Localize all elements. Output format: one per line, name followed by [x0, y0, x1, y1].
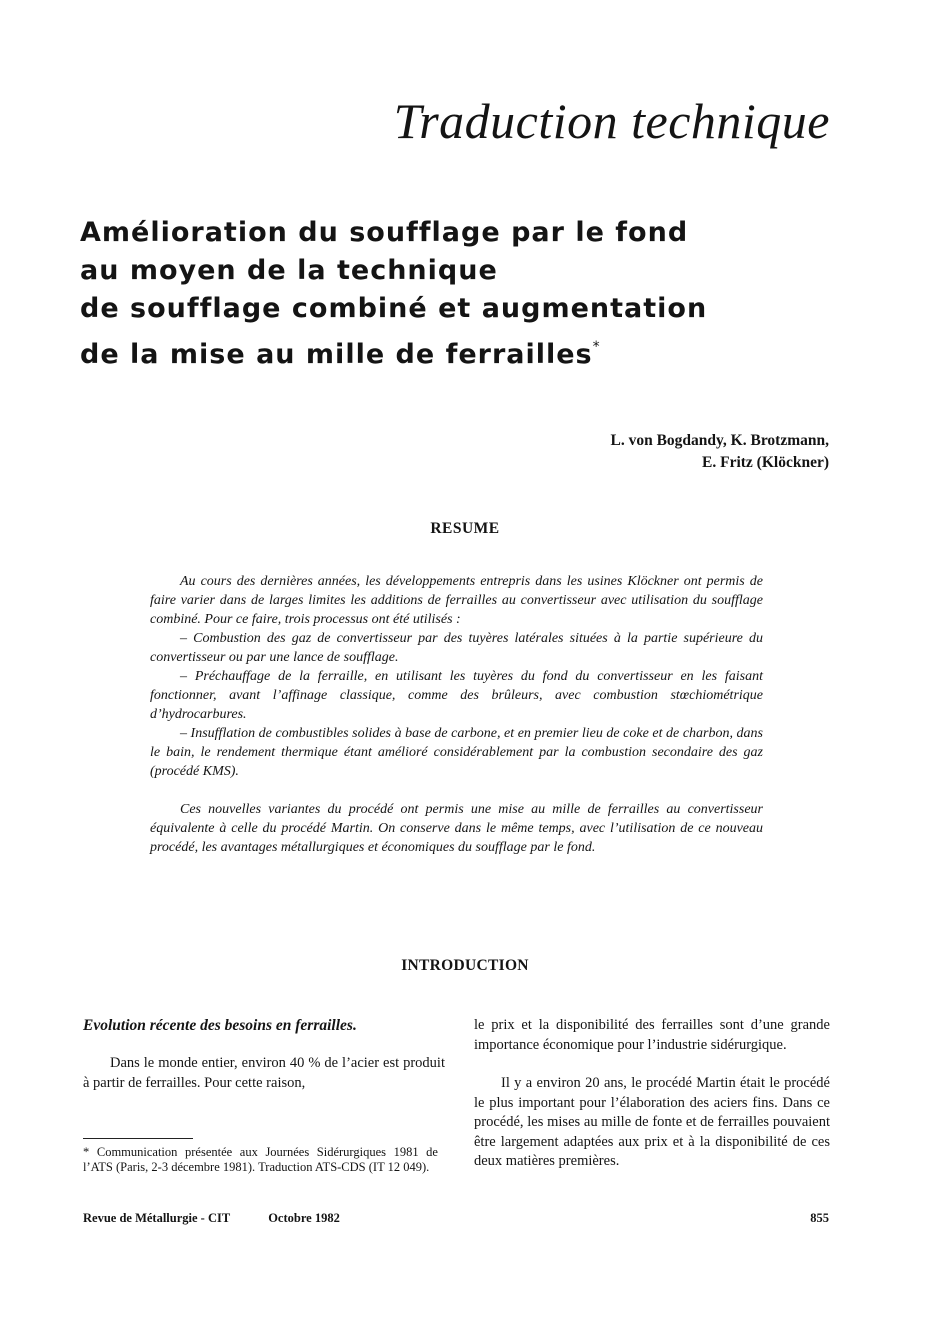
- body-paragraph: le prix et la disponibilité des ferrailles sont d’une grande importance économique pour l’industrie sidérurgique.: [474, 1017, 830, 1053]
- article-title: [80, 214, 800, 374]
- title-line-4-text: de la mise au mille de ferrailles: [80, 339, 593, 370]
- abstract-item: – Préchauffage de la ferraille, en utilisant les tuyères du fond du convertisseur en les faisant fonctionner, avant l’affinage classique, comme des brûleurs, avec combustion stœchiométrique d’hydrocarbures.: [150, 669, 763, 722]
- left-column: [83, 1054, 445, 1093]
- abstract-paragraph: Au cours des dernières années, les développements entrepris dans les usines Klöckner ont permis de faire varier dans de larges limites les additions de ferrailles au convertisseur avec utilisation du soufflage combiné. Pour ce faire, trois processus ont été utilisés :: [150, 574, 763, 627]
- journal-footer: [83, 1211, 340, 1226]
- right-column: [474, 1016, 830, 1172]
- title-line-1: Amélioration du soufflage par le fond: [80, 217, 689, 248]
- body-paragraph: Dans le monde entier, environ 40 % de l’acier est produit à partir de ferrailles. Pour cette raison,: [83, 1055, 445, 1091]
- footnote: * Communication présentée aux Journées Sidérurgiques 1981 de l’ATS (Paris, 2-3 décembre 1981). Traduction ATS-CDS (IT 12 049).: [83, 1145, 438, 1174]
- abstract-item: – Combustion des gaz de convertisseur par des tuyères latérales situées à la partie supérieure du convertisseur ou par une lance de soufflage.: [150, 631, 763, 665]
- authors-line-2: E. Fritz (Klöckner): [702, 454, 829, 471]
- subsection-heading: Evolution récente des besoins en ferrailles.: [83, 1017, 357, 1034]
- footnote-divider: [83, 1138, 193, 1139]
- title-line-4: [80, 328, 800, 374]
- title-line-3: de soufflage combiné et augmentation: [80, 293, 708, 324]
- resume-heading: RESUME: [430, 520, 500, 537]
- title-footnote-marker: *: [592, 339, 601, 355]
- abstract-item: – Insufflation de combustibles solides à base de carbone, et en premier lieu de coke et de charbon, dans le bain, le rendement thermique étant amélioré considérablement par la combustion secondaire des gaz (procédé KMS).: [150, 726, 763, 779]
- body-paragraph: Il y a environ 20 ans, le procédé Martin était le procédé le plus important pour l’élaboration des aciers fins. Dans ce procédé, les mises au mille de fonte et de ferrailles pouvaient être largement adaptées aux prix et à la disponibilité de ces deux matières premières.: [474, 1075, 830, 1169]
- introduction-heading: INTRODUCTION: [401, 957, 529, 974]
- abstract: [150, 572, 763, 857]
- authors: [611, 430, 830, 474]
- authors-line-1: L. von Bogdandy, K. Brotzmann,: [610, 432, 829, 449]
- issue-date: Octobre 1982: [268, 1211, 340, 1225]
- abstract-paragraph: Ces nouvelles variantes du procédé ont permis une mise au mille de ferrailles au convertisseur équivalente à celle du procédé Martin. On conserve dans le même temps, avec l’utilisation de ce nouveau procédé, les avantages métallurgiques et économiques du soufflage par le fond.: [150, 802, 763, 855]
- section-label: Traduction technique: [393, 93, 830, 149]
- page-number: 855: [810, 1211, 829, 1225]
- title-line-2: au moyen de la technique: [80, 255, 498, 286]
- journal-name: Revue de Métallurgie - CIT: [83, 1211, 231, 1225]
